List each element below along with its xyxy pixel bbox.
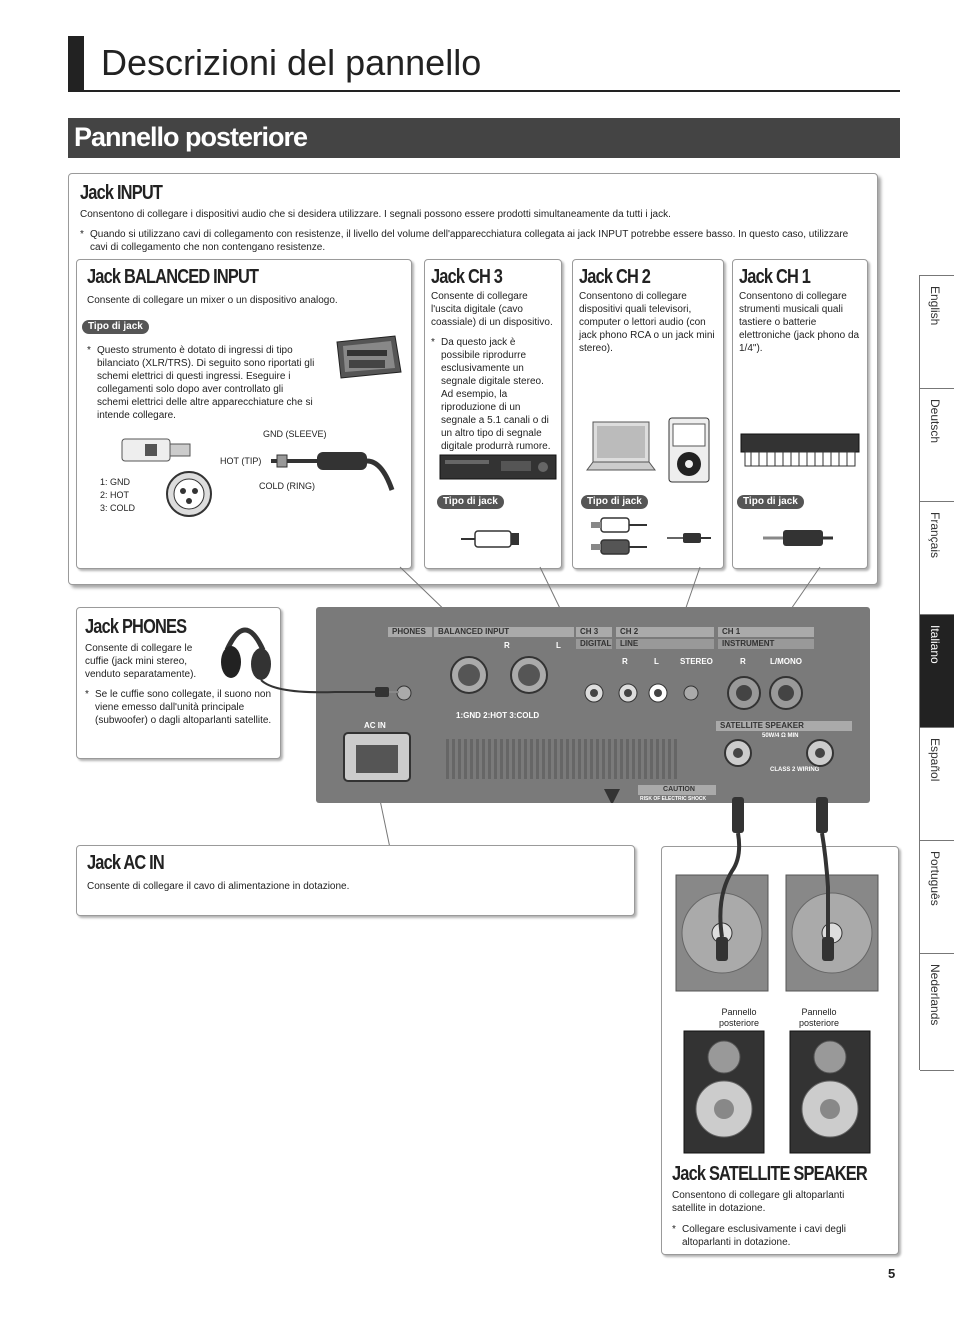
panel-r-balanced: R [504, 641, 510, 650]
panel-class2: CLASS 2 WIRING [770, 767, 820, 773]
pin1-label: 1: GND [100, 477, 131, 487]
panel-balanced-label: BALANCED INPUT [434, 627, 574, 637]
pin2-label: 2: HOT [100, 490, 130, 500]
panel-pins-label: 1:GND 2:HOT 3:COLD [456, 711, 540, 720]
panel-l-line: L [654, 657, 659, 666]
satellite-note: * Collegare esclusivamente i cavi degli altoparlanti in dotazione. [672, 1224, 846, 1248]
acin-desc: Consente di collegare il cavo di alimentazione in dotazione. [87, 881, 350, 892]
tab-francais[interactable]: Français [920, 501, 954, 615]
balanced-tag: Tipo di jack [82, 320, 149, 334]
tab-english[interactable]: English [920, 275, 954, 389]
hot-tip-label: HOT (TIP) [220, 456, 262, 466]
phones-desc: Consente di collegare le cuffie (jack mini stereo, venduto separatamente). [85, 643, 197, 680]
panel-lmono-label: L/MONO [770, 657, 802, 666]
gnd-sleeve-label: GND (SLEEVE) [263, 429, 327, 439]
phones-title: Jack PHONES [85, 616, 187, 638]
rear-label-2: Pannello posteriore [798, 1007, 840, 1028]
page-number: 5 [888, 1266, 896, 1281]
ch1-tag: Tipo di jack [737, 495, 804, 509]
panel-line-label: LINE [616, 639, 714, 649]
ch2-title: Jack CH 2 [579, 266, 651, 288]
satellite-desc: Consentono di collegare gli altoparlanti satellite in dotazione. [672, 1190, 845, 1214]
ch3-desc: Consente di collegare l'uscita digitale (cavo coassiale) di un dispositivo. [431, 291, 553, 328]
pin3-label: 3: COLD [100, 503, 136, 513]
panel-r-inst: R [740, 657, 746, 666]
panel-digital-label: DIGITAL [576, 639, 612, 649]
ch2-tag: Tipo di jack [581, 495, 648, 509]
ch1-desc: Consentono di collegare strumenti musicali quali tastiere o batterie elettroniche (jack phono da 1/4"). [739, 291, 860, 354]
page-title: Descrizioni del pannello [101, 42, 482, 83]
rear-label-1: Pannello posteriore [718, 1007, 760, 1028]
ch3-note: * Da questo jack è possibile riprodurre esclusivamente un segnale digitale stereo. Ad esempio, la riproduzione di un segnale a 5.1 canali o di un altro tipo di segnale digitale produrrà rumore. [431, 337, 551, 452]
tab-deutsch[interactable]: Deutsch [920, 388, 954, 502]
panel-impedance: 50W/4 Ω MIN [762, 733, 799, 739]
tab-italiano[interactable]: Italiano [920, 614, 954, 728]
ch3-tag: Tipo di jack [437, 495, 504, 509]
satellite-title: Jack SATELLITE SPEAKER [672, 1163, 867, 1185]
panel-acin-label: AC IN [364, 721, 386, 730]
ch2-desc: Consentono di collegare dispositivi quali televisori, computer o lettori audio (con jack phono RCA o un jack mini stereo). [579, 291, 715, 354]
panel-caution-sub: RISK OF ELECTRIC SHOCK [640, 796, 707, 802]
acin-title: Jack AC IN [87, 852, 164, 874]
section-title: Pannello posteriore [74, 122, 308, 152]
balanced-title: Jack BALANCED INPUT [87, 266, 259, 288]
speaker-cables [702, 797, 852, 967]
input-note: * Quando si utilizzano cavi di collegamento con resistenze, il livello del volume dell'apparecchiatura collegata ai jack INPUT potrebbe essere basso. In questo caso, utilizzare cavi di collegamento che non contengano resistenze. [80, 229, 849, 253]
tab-nederlands[interactable]: Nederlands [920, 953, 954, 1071]
input-desc: Consentono di collegare i dispositivi audio che si desidera utilizzare. I segnali possono essere prodotti simultaneamente da tutti i jack. [80, 209, 671, 220]
balanced-desc: Consente di collegare un mixer o un dispositivo analogo. [87, 295, 338, 306]
headphones-illustration [215, 610, 405, 710]
tab-portugues[interactable]: Português [920, 840, 954, 954]
panel-instrument-label: INSTRUMENT [718, 639, 814, 649]
cold-ring-label: COLD (RING) [259, 481, 315, 491]
balanced-note: * Questo strumento è dotato di ingressi di tipo bilanciato (XLR/TRS). Di seguito sono riportati gli schemi elettrici di questi ingressi. Eseguire i collegamenti solo dopo aver controllato gli schemi elettrici delle altre apparecchiature che si intende collegare. [87, 345, 315, 421]
input-title: Jack INPUT [80, 182, 163, 204]
panel-ch2-label: CH 2 [616, 627, 714, 637]
satellite-box [661, 846, 899, 1255]
panel-l-balanced: L [556, 641, 561, 650]
ch1-title: Jack CH 1 [739, 266, 811, 288]
panel-ch3-label: CH 3 [576, 627, 612, 637]
acin-box [76, 845, 635, 916]
ch3-title: Jack CH 3 [431, 266, 503, 288]
panel-phones-label: PHONES [388, 627, 432, 637]
panel-caution: CAUTION [638, 785, 716, 795]
panel-satellite-label: SATELLITE SPEAKER [716, 721, 852, 731]
tab-espanol[interactable]: Español [920, 727, 954, 841]
panel-stereo-label: STEREO [680, 657, 713, 666]
panel-r-line: R [622, 657, 628, 666]
panel-ch1-label: CH 1 [718, 627, 814, 637]
phones-note: * Se le cuffie sono collegate, il suono non viene emesso dall'unità principale (subwoofer) o dagli altoparlanti satellite. [85, 689, 272, 726]
